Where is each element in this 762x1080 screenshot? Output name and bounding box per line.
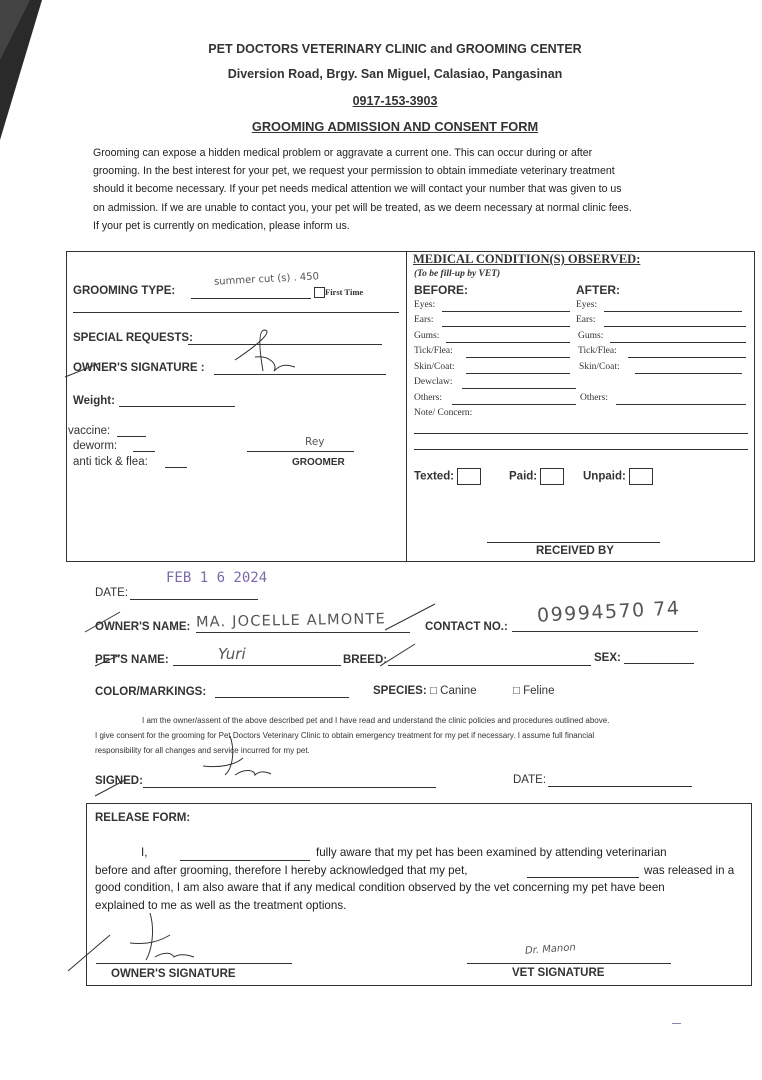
consent-line-3: responsibility for all changes and service incurred for my pet. <box>95 746 310 755</box>
before-ears-label: Ears: <box>414 315 434 325</box>
vet-signature-field[interactable] <box>467 963 671 964</box>
release-line-2b: was released in a <box>644 864 735 877</box>
anti-tick-field[interactable] <box>165 467 187 468</box>
anti-tick-label: anti tick & flea: <box>73 456 148 468</box>
after-gums-label: Gums: <box>578 331 604 341</box>
consent-date-label: DATE: <box>513 774 547 786</box>
weight-field[interactable] <box>119 406 235 407</box>
paid-checkbox[interactable] <box>540 468 564 485</box>
signed-label: SIGNED: <box>95 775 143 787</box>
after-eyes-field[interactable] <box>604 311 742 312</box>
form-title: GROOMING ADMISSION AND CONSENT FORM <box>251 119 539 134</box>
before-skincoat-field[interactable] <box>466 373 570 374</box>
before-gums-label: Gums: <box>414 331 440 341</box>
vaccine-field[interactable] <box>117 436 146 437</box>
date-label: DATE: <box>95 587 129 599</box>
date-stamp: FEB 1 6 2024 <box>166 570 268 586</box>
before-skincoat-label: Skin/Coat: <box>414 362 455 372</box>
unpaid-checkbox[interactable] <box>629 468 653 485</box>
before-label: BEFORE: <box>414 283 468 297</box>
first-time-label: First Time <box>325 287 364 297</box>
after-tickflea-label: Tick/Flea: <box>578 346 617 356</box>
before-others-field[interactable] <box>452 404 576 405</box>
owner-signature-label: OWNER'S SIGNATURE : <box>73 362 205 374</box>
after-skincoat-field[interactable] <box>635 373 742 374</box>
after-ears-field[interactable] <box>604 326 746 327</box>
intro-line-5: If your pet is currently on medication, please inform us. <box>93 220 350 232</box>
release-line-1b: fully aware that my pet has been examined by attending veterinarian <box>316 846 667 859</box>
before-dewclaw-field[interactable] <box>462 388 576 389</box>
before-tickflea-field[interactable] <box>466 357 570 358</box>
intro-line-1: Grooming can expose a hidden medical problem or aggravate a current one. This can occur during or after <box>93 147 593 159</box>
admission-box-divider <box>406 251 407 561</box>
consent-line-2: I give consent for the grooming for Pet Doctors Veterinary Clinic to obtain emergency treatment for my pet if necessary. I assume full financial <box>95 731 595 740</box>
medical-condition-title: MEDICAL CONDITION(S) OBSERVED: <box>413 252 641 266</box>
release-line-4: explained to me as well as the treatment options. <box>95 899 347 912</box>
vet-signature-label: VET SIGNATURE <box>512 967 605 979</box>
deworm-field[interactable] <box>133 451 155 452</box>
texted-label: Texted: <box>414 470 455 483</box>
pen-slashes <box>80 600 580 670</box>
release-owner-name-field[interactable] <box>180 860 310 861</box>
grooming-type-label: GROOMING TYPE: <box>73 285 176 297</box>
color-markings-field[interactable] <box>215 697 349 698</box>
first-time-checkbox[interactable] <box>314 287 325 298</box>
release-owner-scribble <box>60 905 220 975</box>
note-line-1[interactable] <box>414 433 748 434</box>
paid-row <box>509 468 564 485</box>
clinic-phone: 0917-153-3903 <box>352 94 438 108</box>
before-others-label: Others: <box>414 393 442 403</box>
intro-line-4: on admission. If we are unable to contact you, your pet will be treated, as we deem necessary at normal clinic fees. <box>93 202 632 214</box>
contact-value: 09994570 74 <box>536 597 681 627</box>
paid-label: Paid: <box>509 470 538 483</box>
texted-checkbox[interactable] <box>457 468 481 485</box>
before-dewclaw-label: Dewclaw: <box>414 377 453 387</box>
signed-scribble <box>85 730 285 800</box>
special-requests-label: SPECIAL REQUESTS: <box>73 332 193 344</box>
intro-line-2: grooming. In the best interest for your pet, we request your permission to obtain immediate veterinary treatment <box>93 165 615 177</box>
after-gums-field[interactable] <box>610 342 746 343</box>
note-line-2[interactable] <box>414 449 748 450</box>
medical-condition-subtitle: (To be fill-up by VET) <box>414 269 501 279</box>
release-line-3: good condition, I am also aware that if any medical condition observed by the vet concerning my pet have been <box>95 881 665 894</box>
grooming-type-field[interactable] <box>191 298 311 299</box>
feline-option[interactable]: □ Feline <box>513 685 555 697</box>
texted-row <box>414 468 481 485</box>
weight-label: Weight: <box>73 395 115 407</box>
sex-label: SEX: <box>594 652 621 664</box>
before-eyes-field[interactable] <box>442 311 570 312</box>
after-eyes-label: Eyes: <box>576 300 598 310</box>
owner-name-label: OWNER'S NAME: <box>95 621 191 633</box>
after-ears-label: Ears: <box>576 315 596 325</box>
groomer-name-value: Rey <box>305 436 325 448</box>
pet-name-label: PET'S NAME: <box>95 654 169 666</box>
clinic-address: Diversion Road, Brgy. San Miguel, Calasiao, Pangasinan <box>227 67 563 81</box>
grooming-type-field-2[interactable] <box>73 312 399 313</box>
pet-name-value: Yuri <box>218 645 246 663</box>
intro-line-3: should it become necessary. If your pet needs medical attention we will contact your number that was given to us <box>93 183 622 195</box>
release-owner-signature-field[interactable] <box>96 963 292 964</box>
deworm-label: deworm: <box>73 440 118 452</box>
after-others-label: Others: <box>580 393 608 403</box>
breed-label: BREED: <box>343 654 388 666</box>
before-ears-field[interactable] <box>442 326 570 327</box>
unpaid-label: Unpaid: <box>583 470 626 483</box>
before-tickflea-label: Tick/Flea: <box>414 346 453 356</box>
groomer-label: GROOMER <box>292 457 345 468</box>
release-line-1a: I, <box>141 846 148 859</box>
received-by-field[interactable] <box>487 542 660 543</box>
contact-label: CONTACT NO.: <box>425 621 508 633</box>
before-gums-field[interactable] <box>446 342 570 343</box>
release-title: RELEASE FORM: <box>95 812 191 824</box>
before-eyes-label: Eyes: <box>414 300 436 310</box>
release-owner-signature-label: OWNER'S SIGNATURE <box>111 968 236 980</box>
note-concern-label: Note/ Concern: <box>414 408 473 418</box>
after-skincoat-label: Skin/Coat: <box>579 362 620 372</box>
canine-option[interactable]: □ Canine <box>430 685 477 697</box>
unpaid-row <box>583 468 653 485</box>
color-markings-label: COLOR/MARKINGS: <box>95 686 207 698</box>
received-by-label: RECEIVED BY <box>536 545 614 557</box>
scan-mark <box>672 1023 681 1024</box>
clinic-name: PET DOCTORS VETERINARY CLINIC and GROOMING CENTER <box>208 42 582 56</box>
sex-field[interactable] <box>624 663 694 664</box>
release-pet-name-field[interactable] <box>527 877 639 878</box>
release-line-2a: before and after grooming, therefore I hereby acknowledged that my pet, <box>95 864 468 877</box>
grooming-type-value: summer cut (s) . 450 <box>213 271 320 288</box>
consent-date-field[interactable] <box>548 786 692 787</box>
species-label: SPECIES: <box>373 685 427 697</box>
consent-line-1: I am the owner/assent of the above described pet and I have read and understand the clinic policies and procedures outlined above. <box>142 716 610 725</box>
vet-signature-value: Dr. Manon <box>524 942 577 957</box>
groomer-field[interactable] <box>247 451 354 452</box>
after-tickflea-field[interactable] <box>628 357 746 358</box>
after-label: AFTER: <box>576 283 620 297</box>
after-others-field[interactable] <box>616 404 746 405</box>
owner-name-value: MA. JOCELLE ALMONTE <box>195 611 387 631</box>
owner-signature-scribble <box>60 325 300 385</box>
vaccine-label: vaccine: <box>68 425 111 437</box>
